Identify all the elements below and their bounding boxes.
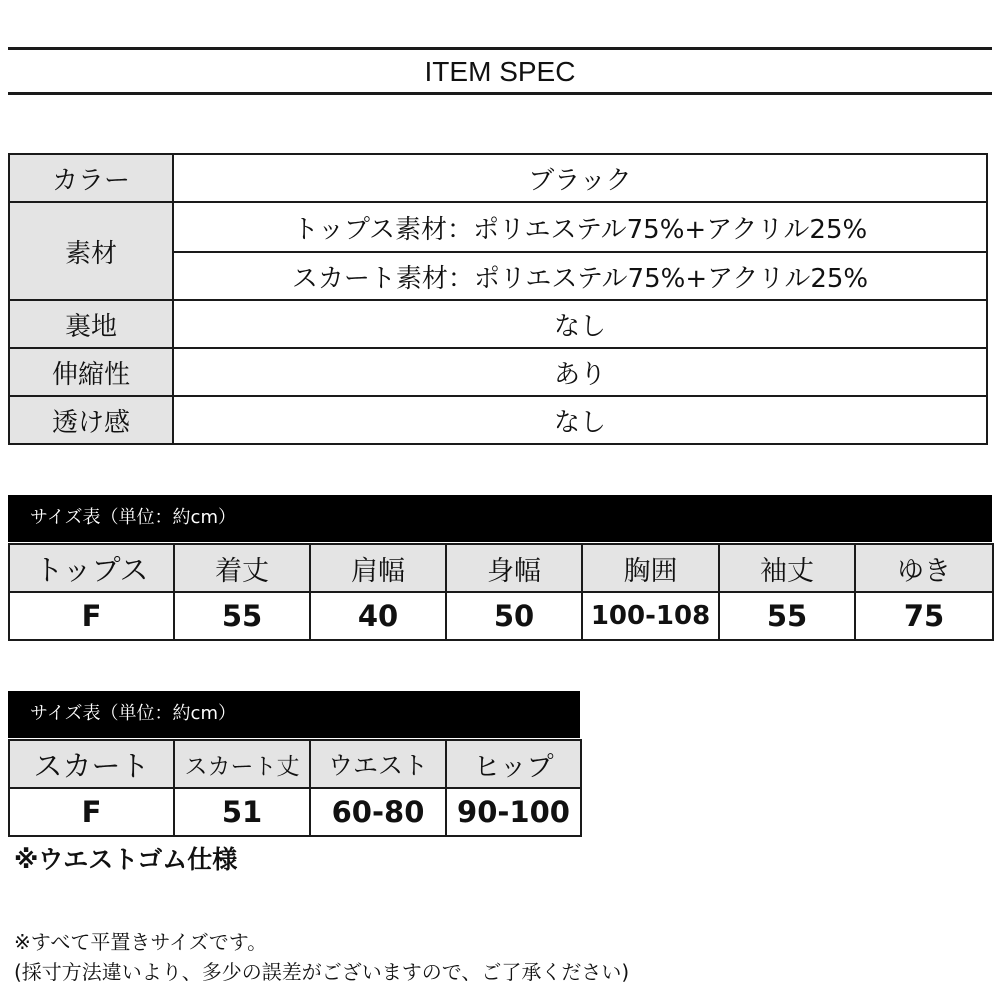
tops-value-cell: 55 xyxy=(174,592,310,640)
lining-value: なし xyxy=(173,300,987,348)
tops-header-cell: トップス xyxy=(9,544,174,592)
sheer-value: なし xyxy=(173,396,987,444)
tops-header-cell: ゆき xyxy=(855,544,993,592)
spec-table xyxy=(8,153,988,445)
measurement-error-note: (採寸方法違いより、多少の誤差がございますので、ご了承ください) xyxy=(14,960,630,984)
skirt-header-cell: ヒップ xyxy=(446,740,581,788)
tops-header-cell: 袖丈 xyxy=(719,544,855,592)
tops-header-cell: 着丈 xyxy=(174,544,310,592)
stretch-value: あり xyxy=(173,348,987,396)
material-skirt-value: スカート素材：ポリエステル75%+アクリル25% xyxy=(173,252,987,300)
tops-value-row xyxy=(9,592,993,640)
tops-value-cell: 50 xyxy=(446,592,582,640)
skirt-size-caption: サイズ表（単位：約cm） xyxy=(8,691,580,738)
waist-elastic-note: ※ウエストゴム仕様 xyxy=(14,845,238,874)
flat-measure-note: ※すべて平置きサイズです。 xyxy=(14,930,268,954)
tops-value-cell: 55 xyxy=(719,592,855,640)
tops-size-caption: サイズ表（単位：約cm） xyxy=(8,495,992,542)
skirt-value-cell: 60-80 xyxy=(310,788,446,836)
spec-row-material xyxy=(9,202,987,252)
color-value: ブラック xyxy=(173,154,987,202)
material-tops-value: トップス素材：ポリエステル75%+アクリル25% xyxy=(173,202,987,252)
skirt-header-cell: スカート xyxy=(9,740,174,788)
tops-value-cell: 40 xyxy=(310,592,446,640)
skirt-header-row xyxy=(9,740,581,788)
sheer-label: 透け感 xyxy=(9,396,173,444)
skirt-value-cell: 51 xyxy=(174,788,310,836)
skirt-value-row xyxy=(9,788,581,836)
spec-row-sheer xyxy=(9,396,987,444)
tops-header-row xyxy=(9,544,993,592)
lining-label: 裏地 xyxy=(9,300,173,348)
tops-value-cell: 100-108 xyxy=(582,592,719,640)
tops-header-cell: 身幅 xyxy=(446,544,582,592)
tops-value-cell: 75 xyxy=(855,592,993,640)
skirt-size-table xyxy=(8,739,582,837)
spec-row-stretch xyxy=(9,348,987,396)
page-title: ITEM SPEC xyxy=(424,56,576,87)
material-label: 素材 xyxy=(9,202,173,300)
title-rule-top xyxy=(8,47,992,50)
spec-row-color xyxy=(9,154,987,202)
skirt-header-cell: ウエスト xyxy=(310,740,446,788)
spec-row-lining xyxy=(9,300,987,348)
skirt-value-cell: 90-100 xyxy=(446,788,581,836)
tops-size-table xyxy=(8,543,994,641)
title-rule-bottom xyxy=(8,92,992,95)
tops-value-cell: F xyxy=(9,592,174,640)
stretch-label: 伸縮性 xyxy=(9,348,173,396)
tops-header-cell: 肩幅 xyxy=(310,544,446,592)
skirt-header-cell: スカート丈 xyxy=(174,740,310,788)
skirt-value-cell: F xyxy=(9,788,174,836)
color-label: カラー xyxy=(9,154,173,202)
tops-header-cell: 胸囲 xyxy=(582,544,719,592)
